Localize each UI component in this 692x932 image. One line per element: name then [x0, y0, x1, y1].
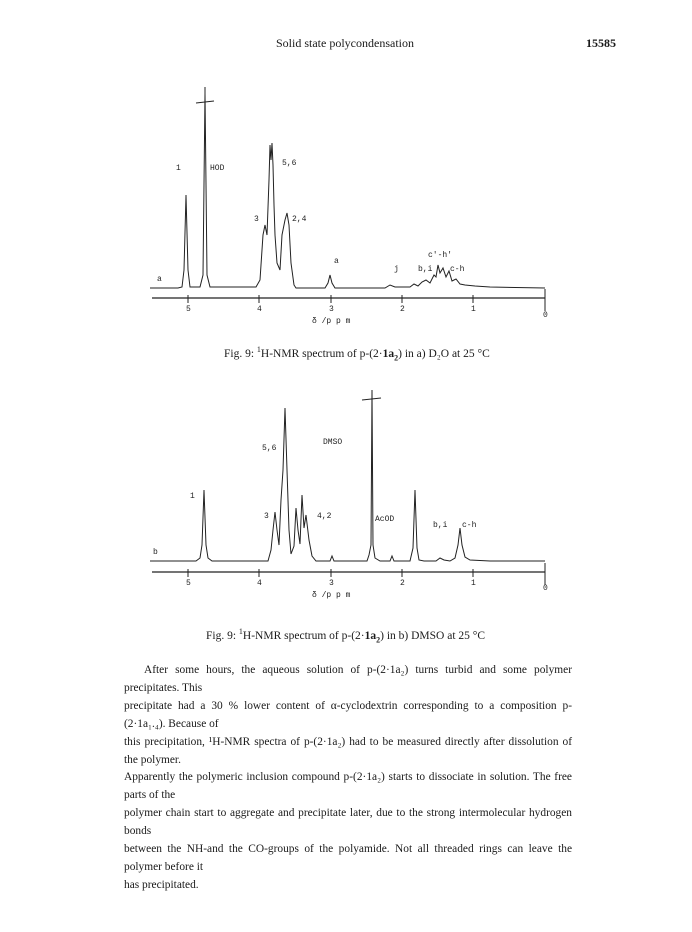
spectrum-label: a: [157, 275, 162, 284]
body-line: Apparently the polymeric inclusion compound p-(2·1a₂) starts to dissociate in solution. The free parts of the: [124, 771, 572, 802]
axis-label: δ /p p m: [312, 591, 351, 600]
peak-label: DMSO: [323, 438, 343, 447]
spectrum-trace: [150, 390, 545, 561]
body-line: between the NH-and the CO-groups of the polyamide. Not all threaded rings can leave the polymer before it: [124, 843, 572, 873]
tick-label: 4: [257, 305, 262, 314]
body-line: this precipitation, ¹H-NMR spectra of p-(2·1a₂) had to be measured directly after dissolution of the polymer.: [124, 735, 572, 766]
spectrum-trace: [150, 93, 545, 288]
body-line: precipitate had a 30 % lower content of α-cyclodextrin corresponding to a composition p-(2·1a₁.₄). Because of: [124, 699, 572, 730]
body-paragraph: [124, 662, 572, 895]
peak-label: a: [334, 257, 339, 266]
peak-label: 5,6: [282, 159, 297, 168]
peak-label: j: [394, 265, 399, 274]
axis-label: δ /p p m: [312, 317, 351, 326]
tick-label: 1: [471, 305, 476, 314]
x-axis-ticks: [188, 563, 545, 585]
x-axis-ticks: [188, 289, 545, 311]
peak-label: 5,6: [262, 444, 277, 453]
spectrum-label: b: [153, 548, 158, 557]
body-line: has precipitated.: [124, 878, 199, 891]
body-line: After some hours, the aqueous solution of p-(2·1a₂) turns turbid and some polymer precipitates. This: [124, 664, 572, 694]
peak-label: 2,4: [292, 215, 307, 224]
peak-label: c-h: [450, 265, 465, 274]
tick-label: 5: [186, 305, 191, 314]
peak-label: 1: [176, 164, 181, 173]
page-number: 15585: [586, 36, 616, 50]
tick-label: 4: [257, 579, 262, 588]
body-line: polymer chain start to aggregate and precipitate later, due to the strong intermolecular hydrogen bonds: [124, 807, 572, 838]
running-title: Solid state polycondensation: [276, 36, 414, 50]
peak-label: 3: [254, 215, 259, 224]
tick-label: 0: [543, 584, 548, 593]
peak-label: 1: [190, 492, 195, 501]
nmr-spectrum-b: [0, 380, 692, 620]
tick-label: 0: [543, 311, 548, 320]
tick-label: 3: [329, 579, 334, 588]
tick-label: 1: [471, 579, 476, 588]
tick-label: 3: [329, 305, 334, 314]
peak-label: 4,2: [317, 512, 332, 521]
figure-caption: Fig. 9: $^1$H-NMR spectrum of $p-(2\cdot 1a_2)$ in b) DMSO at 25 °C: [206, 627, 486, 645]
peak-label: HOD: [210, 164, 225, 173]
peak-label: c-h: [462, 521, 477, 530]
peak-label: b,i: [418, 265, 433, 274]
figure-caption: Fig. 9: $^1$H-NMR spectrum of $p-(2\cdot 1a_2)$ in a) D₂O at 25 °C: [224, 345, 490, 363]
tick-label: 2: [400, 579, 405, 588]
peak-label: c'-h': [428, 251, 453, 260]
peak-label: AcOD: [375, 515, 395, 524]
tick-label: 2: [400, 305, 405, 314]
peak-label: b,i: [433, 521, 448, 530]
nmr-spectrum-a: [0, 85, 692, 330]
peak-label: 3: [264, 512, 269, 521]
tick-label: 5: [186, 579, 191, 588]
